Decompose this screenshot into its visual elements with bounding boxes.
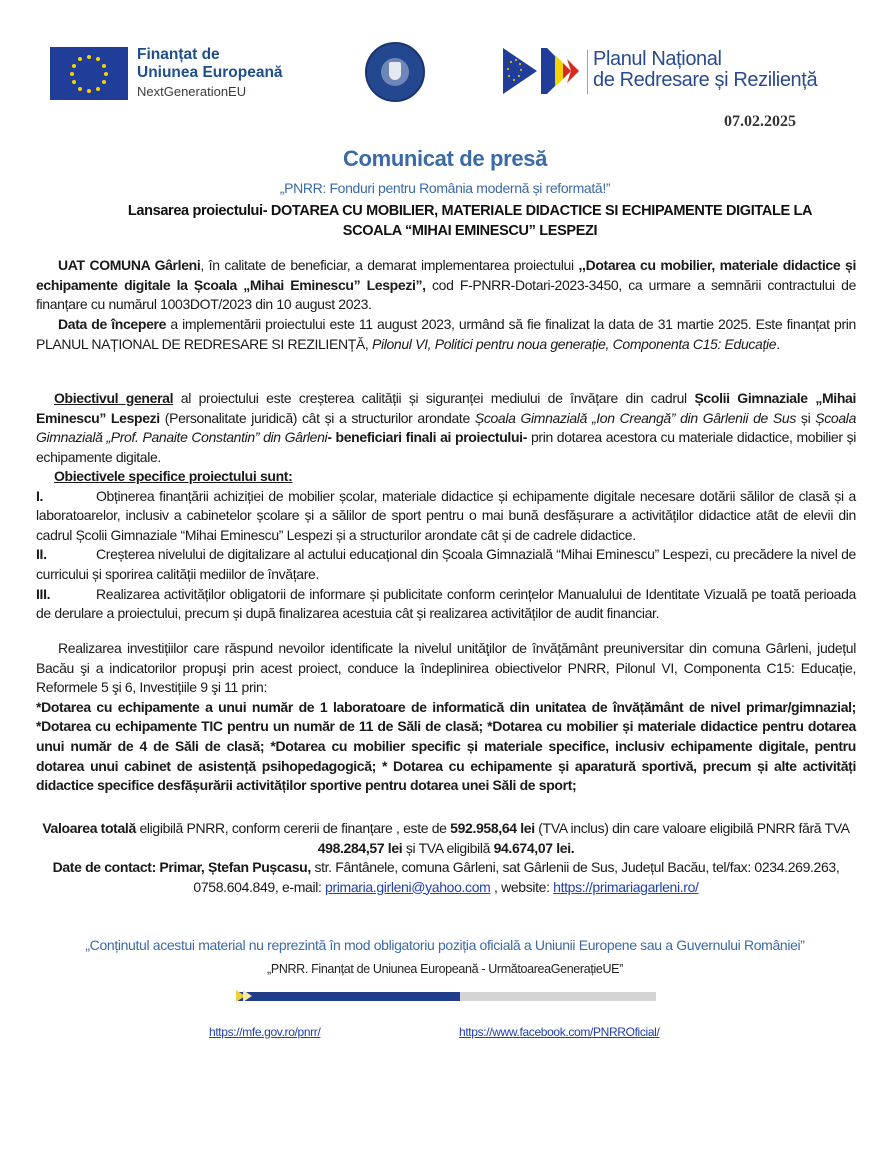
investments-paragraph	[36, 639, 856, 796]
intro-paragraph	[36, 256, 856, 315]
objective-text: Realizarea activităților obligatorii de informare și publicitate conform cerințelor Manualului de Identitate Vizuală pe toată perioada de derulare a proiectului, precum și după finalizarea acestuia cât și realizarea activităților de audit financiar.	[36, 585, 856, 622]
value-paragraph	[36, 819, 856, 858]
subtitle: „PNRR: Fonduri pentru România modernă și reformată!”	[279, 180, 611, 196]
eu-flag-icon	[50, 47, 128, 100]
project-name: ,,Dotarea cu mobilier, materiale didactice și echipamente digitale la Școala „Mihai Eminescu” Lespezi”,	[36, 257, 856, 293]
arondata-school-1: Școala Gimnazială „Ion Creangă” din Gârlenii de Sus	[474, 409, 796, 426]
investments-text: Realizarea investițiilor care răspund nevoilor identificate la nivelul unităţilor de învățământ preuniversitar din comuna Gârleni, județul Bacău şi a indicatorilor propuşi prin acest proiect, conduce la îndeplinirea obiectivelor PNRR, Pilonul VI, Componenta C15: Educație, Reformele 5 şi 6, Investițiile 9 şi 11 prin:	[36, 640, 856, 696]
objective-text: Obținerea finanțării achiziției de mobilier școlar, materiale didactice și echipamente digitale necesare dotării sălilor de clasă și a laboratoarelor, inclusiv a cabinetelor școlare și a sălilor de sport pentru o mai bună desfășurare a activităților didactice atât de elevii din cadrul Școlii Gimnaziale “Mihai Eminescu” Lespezi și a structurilor arondate cât și de cadrele didactice.	[36, 487, 856, 543]
beneficiary: UAT COMUNA Gârleni	[58, 257, 201, 273]
eu-logo-line1: Finanțat de	[137, 46, 220, 63]
objective-text: Creșterea nivelului de digitalizare al actului educațional din Școala Gimnazială “Mihai Eminescu” Lespezi, cu precădere la nivel de curricului și sporirea calității mediilor de învățare.	[36, 546, 856, 582]
headline-line2: SCOALA “MIHAI EMINESCU” LESPEZI	[342, 223, 598, 239]
page-title: Comunicat de presă	[343, 146, 547, 171]
contact-label: Date de contact: Primar, Ștefan Pușcasu,	[52, 859, 311, 875]
conj: și	[795, 409, 816, 426]
guvernul-romaniei-seal-icon	[365, 42, 425, 102]
pnrr-arrows-icon	[503, 48, 587, 94]
objective-number: III.	[36, 585, 51, 602]
pnrr-logo-divider	[587, 50, 588, 94]
value-label: Valoarea totală	[42, 820, 136, 836]
headline	[80, 201, 860, 241]
final-beneficiaries: - beneficiari finali ai proiectului-	[327, 429, 528, 446]
facebook-link[interactable]: https://www.facebook.com/PNRROficial/	[459, 1025, 660, 1039]
eu-logo-line2: Uniunea Europeană	[137, 64, 283, 81]
document-date: 07.02.2025	[724, 113, 796, 130]
headline-line1: Lansarea proiectului- DOTAREA CU MOBILIER, MATERIALE DIDACTICE SI ECHIPAMENTE DIGITALE LA	[127, 203, 813, 219]
pnrr-logo-text	[593, 49, 817, 91]
pnrr-logo-line1: Planul Național	[593, 48, 722, 70]
general-objective-text-2: (Personalitate juridică) cât și a structurilor arondate	[159, 409, 475, 426]
total-value: 592.958,64 lei	[450, 820, 535, 836]
eu-funding-logo-text	[137, 46, 283, 101]
vat-value: 94.674,07 lei.	[493, 839, 575, 856]
general-objective-text: al proiectului este creșterea calității și siguranței mediului de învățare din cadrul	[173, 390, 695, 406]
contact-sep: , website:	[490, 878, 554, 895]
general-objective-paragraph	[36, 389, 856, 467]
specific-objective-item	[36, 585, 856, 624]
general-objective-label: Obiectivul general	[54, 390, 174, 406]
net-value: 498.284,57 lei	[317, 839, 403, 856]
intro-text-2: cod F-PNRR-Dotari-2023-3450, ca urmare a semnării contractului de finanțare cu numărul 1003DOT/2023 din 10 august 2023.	[36, 276, 857, 313]
website-link[interactable]: https://primariagarleni.ro/	[553, 878, 699, 895]
footer-bar-fill	[238, 992, 460, 1001]
eu-logo-line3: NextGenerationEU	[137, 84, 247, 99]
value-text-3: și TVA eligibilă	[402, 839, 494, 856]
tagline: „PNRR. Finanțat de Uniunea Europeană - UrmătoareaGenerațieUE”	[267, 962, 623, 976]
pnrr-logo-line2: de Redresare și Reziliență	[593, 69, 818, 91]
mfe-link[interactable]: https://mfe.gov.ro/pnrr/	[209, 1025, 321, 1039]
footer-arrow-icon	[243, 990, 252, 1002]
contact-text: str. Fântânele, comuna Gârleni, sat Gârlenii de Sus, Județul Bacău, tel/fax: 0234.269.263, 0758.604.849, e-mail:	[193, 859, 840, 895]
disclaimer: „Conținutul acestui material nu reprezintă în mod obligatoriu poziția oficială a Uniunii Europene sau a Guvernului României”	[85, 937, 805, 953]
value-text: eligibilă PNRR, conform cererii de finanțare , este de	[135, 820, 451, 836]
objective-number: I.	[36, 487, 44, 504]
school-name: Școlii Gimnaziale „Mihai Eminescu” Lespezi	[36, 390, 856, 426]
value-text-2: (TVA inclus) din care valoare eligibilă PNRR fără TVA	[534, 820, 850, 836]
intro-text: , în calitate de beneficiar, a demarat implementarea proiectului	[200, 257, 579, 273]
investments-list: *Dotarea cu echipamente a unui număr de 1 laboratoare de informatică din unitatea de învățământ de nivel primar/gimnazial; *Dotarea cu echipamente TIC pentru un număr de 11 de Săli de clasă; *Dotarea cu mobilier și materiale didactice pentru dotarea unui număr de 4 de Săli de clasă; *Dotarea cu mobilier specific și materiale specifice, inclusiv echipamente digitale, pentru dotarea unui cabinet de asistență psihopedagogică; * Dotarea cu echipamente și aparatură sportivă, precum și alte activități didactice specifice desfășurării activităților sportive pentru dotarea unei Săli de sport;	[36, 698, 856, 794]
start-end: .	[776, 335, 780, 352]
specific-objective-item	[36, 487, 856, 546]
start-paragraph	[36, 315, 856, 354]
specific-objectives	[36, 467, 856, 624]
start-text: a implementării proiectului este 11 august 2023, urmând să fie finalizat la data de 31 martie 2025. Este finanțat prin PLANUL NAȚIONAL DE REDRESARE SI REZILIENȚĂ,	[36, 316, 856, 352]
specific-objective-item	[36, 545, 856, 584]
arondata-school-2: Școala Gimnazială „Prof. Panaite Constantin” din Gârleni	[36, 409, 857, 446]
email-link[interactable]: primaria.girleni@yahoo.com	[325, 878, 491, 895]
contact-paragraph	[36, 858, 856, 897]
general-objective-text-4: prin dotarea acestora cu materiale didactice, mobilier și echipamente digitale.	[36, 429, 856, 465]
start-italic: Pilonul VI, Politici pentru noua generație, Componenta C15: Educație	[371, 335, 777, 352]
specific-objectives-label: Obiectivele specifice proiectului sunt:	[54, 468, 293, 484]
start-label: Data de începere	[58, 316, 167, 332]
objective-number: II.	[36, 546, 47, 563]
